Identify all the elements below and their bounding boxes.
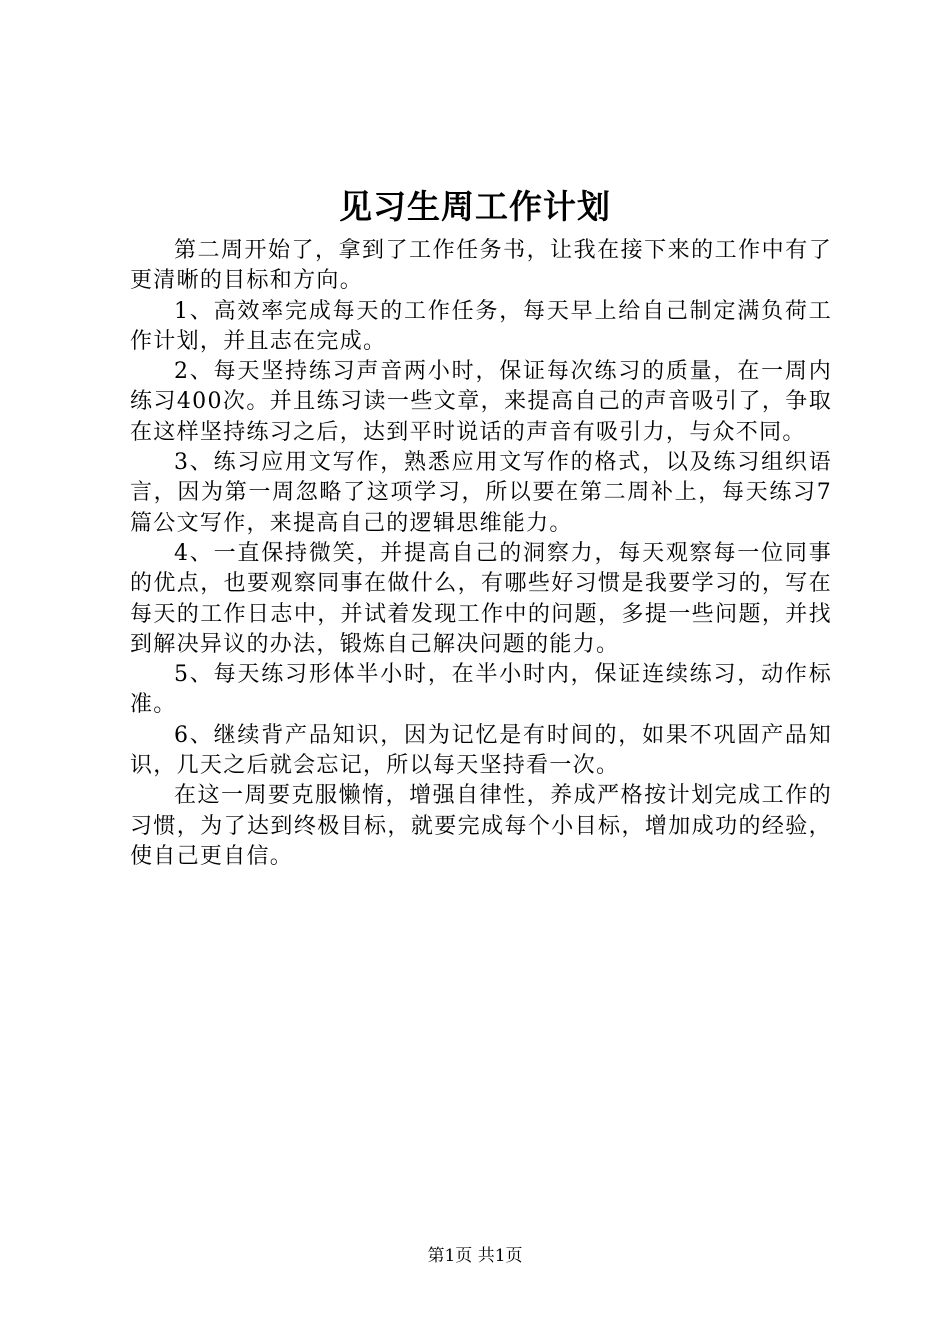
paragraph-item-6: 6、继续背产品知识，因为记忆是有时间的，如果不巩固产品知识，几天之后就会忘记，所以每天坚持看一次。 [130,722,832,779]
document-title: 见习生周工作计划 [339,187,611,226]
document-body [130,236,832,872]
paragraph-intro: 第二周开始了，拿到了工作任务书，让我在接下来的工作中有了更清晰的目标和方向。 [130,238,832,294]
paragraph-item-3: 3、练习应用文写作，熟悉应用文写作的格式，以及练习组织语言，因为第一周忽略了这项学习，所以要在第二周补上，每天练习7篇公文写作，来提高自己的逻辑思维能力。 [130,450,832,536]
paragraph-item-5: 5、每天练习形体半小时，在半小时内，保证连续练习，动作标准。 [130,662,832,718]
paragraph-item-4: 4、一直保持微笑，并提高自己的洞察力，每天观察每一位同事的优点，也要观察同事在做什么，有哪些好习惯是我要学习的，写在每天的工作日志中，并试着发现工作中的问题，多提一些问题，并找到解决异议的办法，锻炼自己解决问题的能力。 [130,540,832,657]
page-number-footer: 第1页 共1页 [427,1246,523,1266]
paragraph-item-2: 2、每天坚持练习声音两小时，保证每次练习的质量，在一周内练习400次。并且练习读一些文章，来提高自己的声音吸引了，争取在这样坚持练习之后，达到平时说话的声音有吸引力，与众不同。 [130,359,832,445]
paragraph-conclusion: 在这一周要克服懒惰，增强自律性，养成严格按计划完成工作的习惯，为了达到终极目标，就要完成每个小目标，增加成功的经验，使自己更自信。 [130,783,832,869]
paragraph-item-1: 1、高效率完成每天的工作任务，每天早上给自己制定满负荷工作计划，并且志在完成。 [130,298,832,354]
